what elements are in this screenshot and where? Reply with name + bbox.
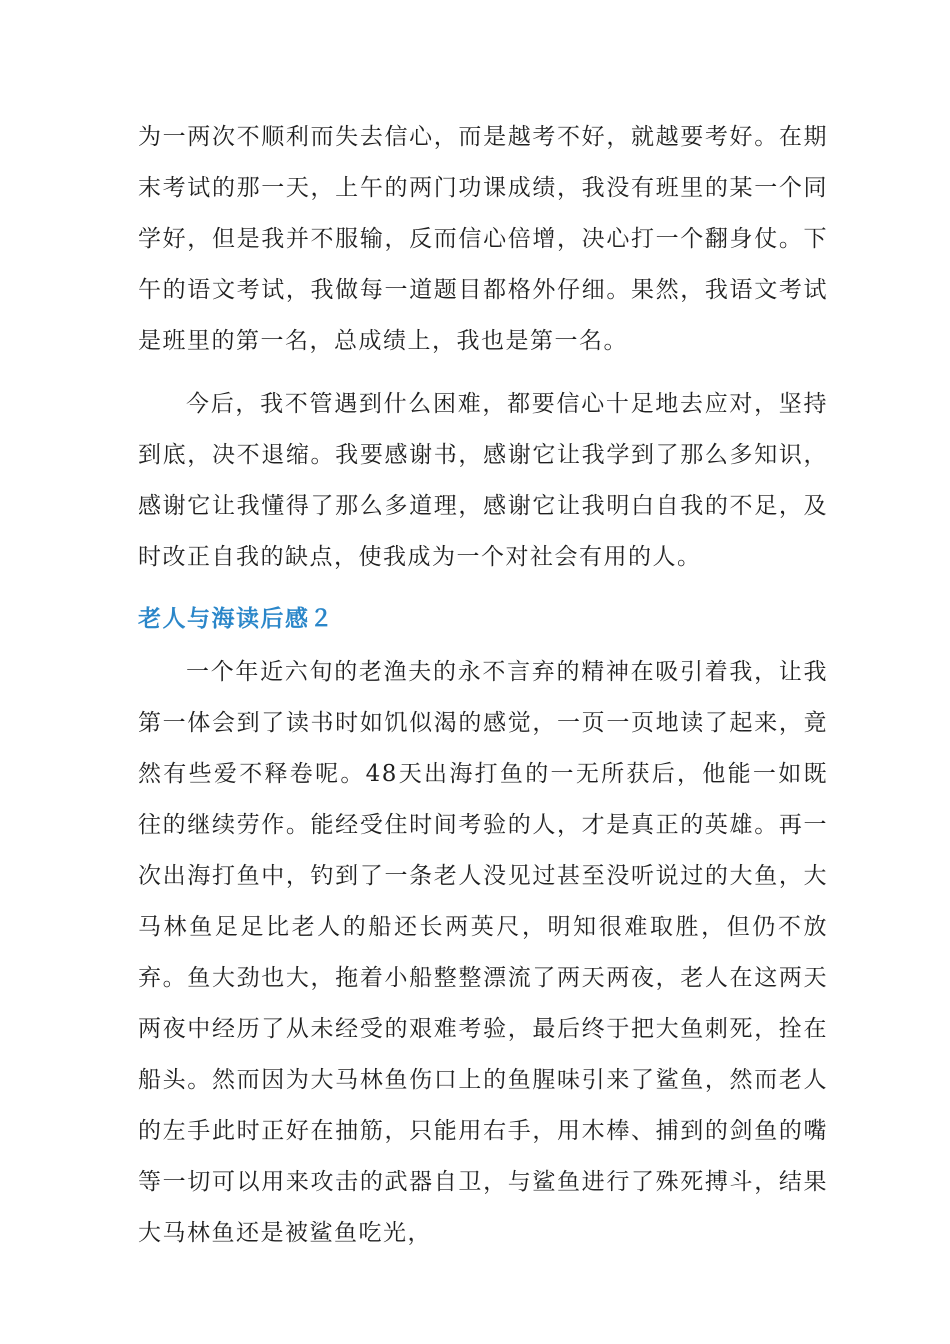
paragraph-continued: 为一两次不顺利而失去信心，而是越考不好，就越要考好。在期末考试的那一天，上午的两门功课成绩，我没有班里的某一个同学好，但是我并不服输，反而信心倍增，决心打一个翻身仗。下午的语文考试，我做每一道题目都格外仔细。果然，我语文考试是班里的第一名，总成绩上，我也是第一名。 [138, 124, 828, 354]
section-heading: 老人与海读后感２ [138, 606, 334, 632]
document-body [138, 112, 828, 1259]
paragraph-conclusion: 今后，我不管遇到什么困难，都要信心十足地去应对，坚持到底，决不退缩。我要感谢书，感谢它让我学到了那么多知识，感谢它让我懂得了那么多道理，感谢它让我明白自我的不足，及时改正自我的缺点，使我成为一个对社会有用的人。 [138, 391, 828, 570]
paragraph-spacer [138, 367, 828, 379]
heading-spacer-top [138, 583, 828, 597]
paragraph-essay-2: 一个年近六旬的老渔夫的永不言弃的精神在吸引着我，让我第一体会到了读书时如饥似渴的感觉，一页一页地读了起来，竟然有些爱不释卷呢。48天出海打鱼的一无所获后，他能一如既往的继续劳作。能经受住时间考验的人，才是真正的英雄。再一次出海打鱼中，钓到了一条老人没见过甚至没听说过的大鱼，大马林鱼足足比老人的船还长两英尺，明知很难取胜，但仍不放弃。鱼大劲也大，拖着小船整整漂流了两天两夜，老人在这两天两夜中经历了从未经受的艰难考验，最后终于把大鱼刺死，拴在船头。然而因为大马林鱼伤口上的鱼腥味引来了鲨鱼，然而老人的左手此时正好在抽筋，只能用右手，用木棒、捕到的剑鱼的嘴等一切可以用来攻击的武器自卫，与鲨鱼进行了殊死搏斗，结果大马林鱼还是被鲨鱼吃光， [138, 659, 828, 1246]
